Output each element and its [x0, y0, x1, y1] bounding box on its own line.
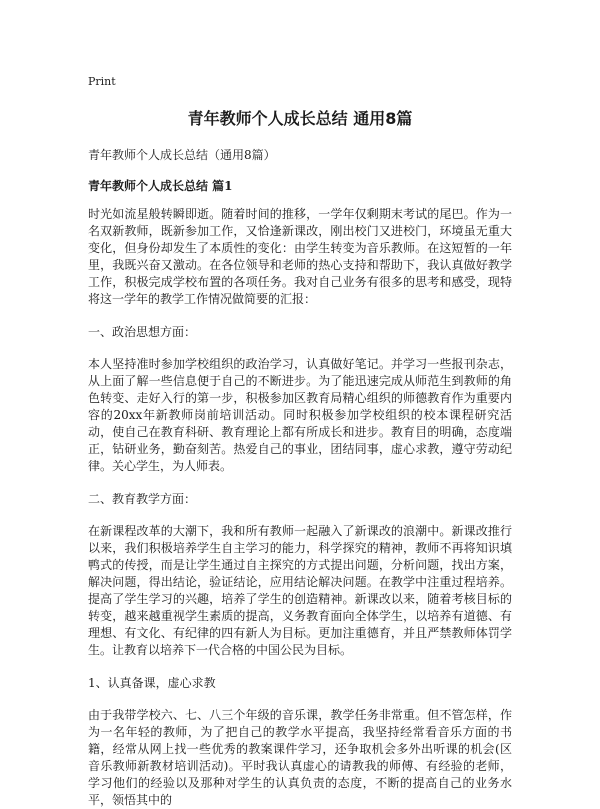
paragraph-intro: 时光如流星般转瞬即逝。随着时间的推移，一学年仅剩期末考试的尾巴。作为一名双新教师，既新参加工作，又恰逢新课改，刚出校门又进校门，环境虽无重大变化，但身份却发生了本质性的变化：由学生转变为音乐教师。在这短暂的一年里，我既兴奋又激动。在各位领导和老师的热心支持和帮助下，我认真做好教学工作，积极完成学校布置的各项任务。我对自己业务有很多的思考和感受，现特将这一学年的教学工作情况做简要的汇报：: [88, 207, 512, 306]
document-title: 青年教师个人成长总结 通用8篇: [187, 109, 413, 128]
heading-lesson-prep: 1、认真备课，虚心求教: [88, 676, 216, 690]
print-link[interactable]: Print: [88, 75, 116, 88]
paragraph-politics: 本人坚持准时参加学校组织的政治学习，认真做好笔记。并学习一些报刊杂志，从上面了解一些信息便于自己的不断进步。为了能迅速完成从师范生到教师的角色转变、走好入行的第一步，积极参加区教育局精心组织的师德教育作为重要内容的20xx年新教师岗前培训活动。同时积极参加学校组织的校本课程研究活动，使自己在教育科研、教育理论上都有所成长和进步。教育目的明确，态度端正，钻研业务，勤奋刻苦。热爱自己的事业，团结同事，虚心求教，遵守劳动纪律。关心学生，为人师表。: [88, 357, 512, 473]
heading-politics: 一、政治思想方面：: [88, 325, 197, 339]
heading-teaching: 二、教育教学方面：: [88, 492, 197, 506]
paragraph-lesson-prep: 由于我带学校六、七、八三个年级的音乐课，教学任务非常重。但不管怎样，作为一名年轻的教师，为了把自己的教学水平提高，我坚持经常看音乐方面的书籍，经常从网上找一些优秀的教案课件学习，还争取机会多外出听课的机会(区音乐教师新教材培训活动)。平时我认真虚心的请教我的师傅、有经验的老师，学习他们的经验以及那种对学生的认真负责的态度，不断的提高自己的业务水平，领悟其中的: [88, 708, 512, 807]
paragraph-teaching: 在新课程改革的大潮下，我和所有教师一起融入了新课改的浪潮中。新课改推行以来，我们积极培养学生自主学习的能力，科学探究的精神，教师不再将知识填鸭式的传授，而是让学生通过自主探究的方式提出问题，分析问题，找出方案，解决问题，得出结论，验证结论，应用结论解决问题。在教学中注重过程培养。提高了学生学习的兴趣，培养了学生的创造精神。新课改以来，随着考核目标的转变，越来越重视学生素质的提高，义务教育面向全体学生，以培养有道德、有理想、有文化、有纪律的四有新人为目标。更加注重德育，并且严禁教师体罚学生。让教育以培养下一代合格的中国公民为目标。: [88, 524, 512, 657]
document-subtitle: 青年教师个人成长总结（通用8篇）: [88, 148, 276, 162]
section-heading: 青年教师个人成长总结 篇1: [88, 179, 233, 193]
